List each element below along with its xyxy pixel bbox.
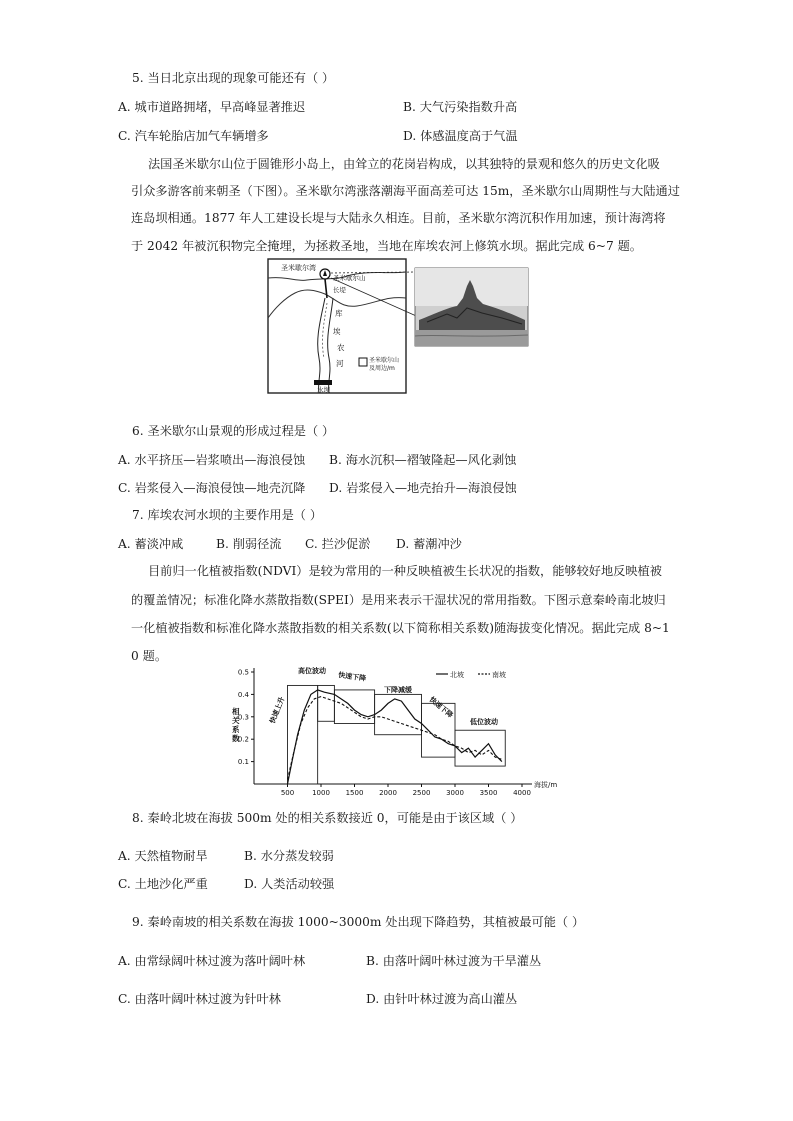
river-char-2: 埃	[333, 327, 341, 336]
passage1-line-1: 法国圣米歇尔山位于圆锥形小岛上，由耸立的花岗岩构成，以其独特的景观和悠久的历史文化吸	[148, 157, 660, 171]
q5-option-a: A. 城市道路拥堵，早高峰显著推迟	[118, 100, 306, 114]
q6-option-b: B. 海水沉积—褶皱隆起—风化剥蚀	[329, 453, 517, 467]
passage1-line-4: 于 2042 年被沉积物完全掩埋，为拯救圣地，当地在库埃农河上修筑水坝。据此完成 6~7 题。	[131, 239, 642, 253]
map-svg	[267, 258, 529, 396]
y-tick-label: 0.4	[237, 690, 249, 699]
y-axis-label-char: 相	[232, 707, 240, 716]
chart-svg	[224, 662, 576, 796]
passage2-line-2: 的覆盖情况；标准化降水蒸散指数(SPEI）是用来表示干湿状况的常用指数。下图示意秦岭南北坡归	[131, 593, 666, 607]
x-tick-label: 3000	[446, 789, 464, 796]
dam-label: 水坝	[317, 386, 330, 394]
y-tick-label: 0.3	[237, 713, 249, 722]
passage2-line-1: 目前归一化植被指数(NDVI）是较为常用的一种反映植被生长状况的指数，能够较好地反映植被	[148, 564, 662, 578]
q7-option-b: B. 削弱径流	[216, 537, 282, 551]
q8-option-d: D. 人类活动较强	[244, 877, 335, 891]
passage2-line-3: 一化植被指数和标准化降水蒸散指数的相关系数(以下简称相关系数)随海拔变化情况。据此完成 8~1	[131, 621, 670, 635]
mount-photo	[415, 268, 528, 346]
legend-label-0: 北坡	[450, 671, 464, 679]
q8-stem: 8. 秦岭北坡在海拔 500m 处的相关系数接近 0，可能是由于该区域（ ）	[132, 811, 523, 825]
annotation-high-fluctuation: 高位波动	[298, 667, 326, 675]
q6-option-c: C. 岩浆侵入—海浪侵蚀—地壳沉降	[118, 481, 306, 495]
river-char-1: 库	[335, 309, 343, 318]
river-char-3: 农	[337, 343, 345, 352]
legend-label-1: 南坡	[492, 671, 506, 679]
dam-mark	[314, 380, 332, 385]
y-axis-label-char: 关	[232, 716, 240, 725]
annotation-low-fluctuation: 低位波动	[470, 718, 498, 726]
passage2-line-4: 0 题。	[131, 649, 168, 663]
series-line-south	[288, 697, 502, 780]
mont-saint-michel-figure	[267, 258, 529, 396]
q8-option-b: B. 水分蒸发较弱	[244, 849, 334, 863]
q6-stem: 6. 圣米歇尔山景观的形成过程是（ ）	[132, 424, 335, 438]
q5-stem: 5. 当日北京出现的现象可能还有（ ）	[132, 71, 335, 85]
q7-option-d: D. 蓄潮冲沙	[396, 537, 462, 551]
bay-label: 圣米歇尔湾	[281, 264, 316, 272]
q9-option-a: A. 由常绿阔叶林过渡为落叶阔叶林	[118, 954, 306, 968]
x-tick-label: 4000	[513, 789, 531, 796]
q9-option-c: C. 由落叶阔叶林过渡为针叶林	[118, 992, 281, 1006]
q6-option-d: D. 岩浆侵入—地壳抬升—海浪侵蚀	[329, 481, 517, 495]
river-char-4: 河	[336, 359, 344, 368]
x-tick-label: 3500	[479, 789, 498, 796]
legend-label-2: 及周边/m	[369, 365, 395, 372]
x-tick-label: 2000	[379, 789, 397, 796]
q8-option-a: A. 天然植物耐旱	[118, 849, 208, 863]
x-tick-label: 500	[280, 789, 295, 796]
annotation-decline-slow: 下降减缓	[384, 686, 412, 694]
q5-option-c: C. 汽车轮胎店加气车辆增多	[118, 129, 269, 143]
causeway-label: 长堤	[333, 286, 346, 294]
q6-option-a: A. 水平挤压—岩浆喷出—海浪侵蚀	[118, 453, 306, 467]
legend-label-1: 圣米歇尔山	[369, 357, 400, 364]
q7-stem: 7. 库埃农河水坝的主要作用是（ ）	[132, 508, 323, 522]
y-axis-label-char: 数	[232, 734, 240, 743]
x-tick-label: 1500	[345, 789, 364, 796]
mount-label: 圣米歇尔山	[333, 274, 366, 282]
passage1-line-3: 连岛坝相通。1877 年人工建设长堤与大陆永久相连。目前，圣米歇尔湾沉积作用加速，预计海湾将	[131, 211, 666, 225]
x-axis-label: 海拔/m	[534, 781, 558, 789]
correlation-chart	[224, 662, 576, 796]
q8-option-c: C. 土地沙化严重	[118, 877, 208, 891]
q9-option-b: B. 由落叶阔叶林过渡为干旱灌丛	[366, 954, 542, 968]
y-tick-label: 0.1	[237, 758, 249, 767]
passage1-line-2: 引众多游客前来朝圣（下图）。圣米歇尔湾涨落潮海平面高差可达 15m，圣米歇尔山周期性与大陆通过	[131, 184, 680, 198]
annotation-fast-rise: 快速上升	[268, 695, 287, 725]
x-tick-label: 1000	[312, 789, 330, 796]
legend-box	[359, 358, 367, 366]
q5-option-d: D. 体感温度高于气温	[403, 129, 518, 143]
q7-option-c: C. 拦沙促淤	[305, 537, 371, 551]
annotation-fast-decline-2: 快速下降	[427, 695, 455, 720]
q9-option-d: D. 由针叶林过渡为高山灌丛	[366, 992, 518, 1006]
q5-option-b: B. 大气污染指数升高	[403, 100, 518, 114]
y-tick-label: 0.2	[237, 735, 249, 744]
x-tick-label: 2500	[412, 789, 431, 796]
y-axis-label-char: 系	[232, 725, 240, 734]
stage-box-0	[288, 685, 318, 784]
q9-stem: 9. 秦岭南坡的相关系数在海拔 1000~3000m 处出现下降趋势，其植被最可能（ ）	[132, 915, 585, 929]
q7-option-a: A. 蓄淡冲咸	[118, 537, 184, 551]
series-line-north	[288, 690, 502, 784]
y-tick-label: 0.5	[237, 668, 249, 677]
annotation-fast-decline-1: 快速下降	[337, 671, 367, 683]
